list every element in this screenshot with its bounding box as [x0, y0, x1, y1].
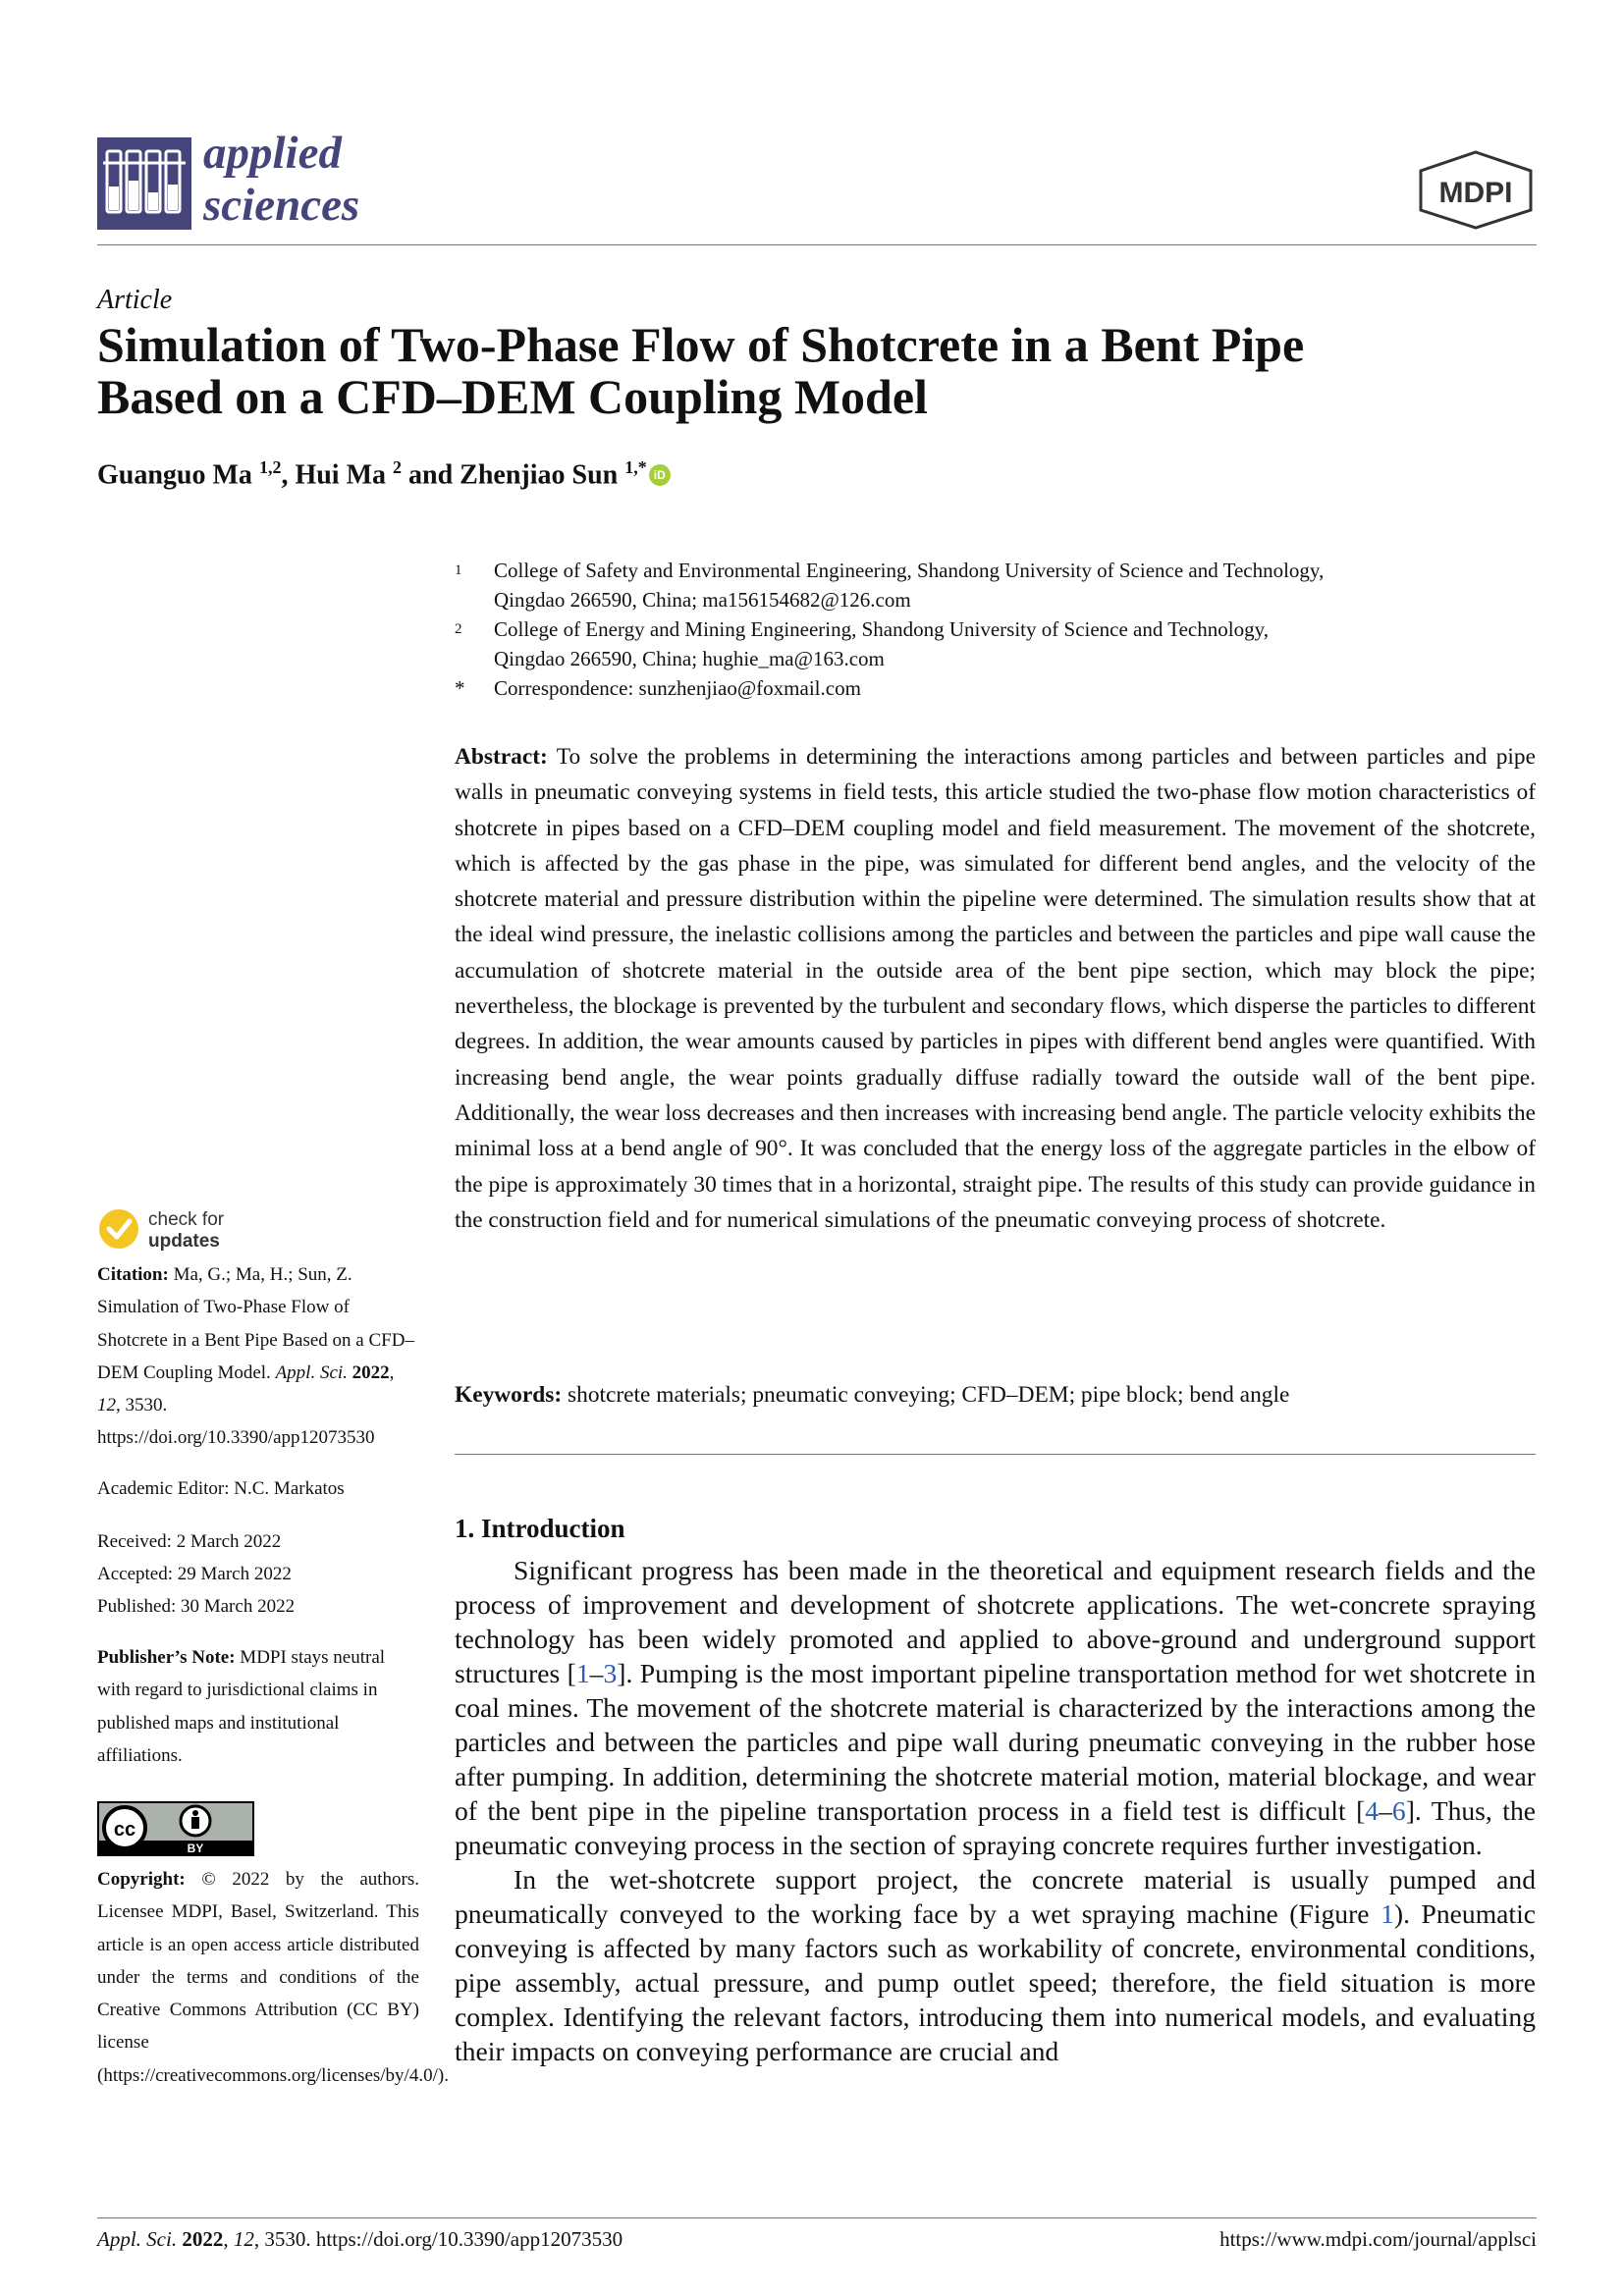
svg-text:check for: check for [148, 1209, 225, 1230]
svg-text:cc: cc [113, 1819, 136, 1841]
citation-link[interactable]: 1 [575, 1658, 590, 1688]
abstract-text: To solve the problems in determining the interactions among particles and between particles and pipe walls in pneumatic conveying systems in field tests, this article studied the two-phase flow motion characteristics of shotcrete in pipes based on a CFD–DEM coupling model and field measurement. The movement of the shotcrete, which is affected by the gas phase in the pipe, was simulated for different bend angles, and the velocity of the shotcrete material and pressure distribution within the pipeline were determined. The simulation results show that at the ideal wind pressure, the inelastic collisions among the particles and between the particles and pipe wall cause the accumulation of shotcrete material in the outside area of the bent pipe section, which may block the pipe; nevertheless, the blockage is prevented by the turbulent and secondary flows, which disperse the particles to different degrees. In addition, the wear amounts caused by particles in pipes with different bend angles were quantified. With increasing bend angle, the wear points gradually diffuse radially toward the outside wall of the bent pipe. Additionally, the wear loss decreases and then increases with increasing bend angle. The particle velocity exhibits the minimal loss at a bend angle of 90°. It was concluded that the energy loss of the aggregate particles in the elbow of the pipe is approximately 30 times that in a horizontal, straight pipe. The results of this study can provide guidance in the construction field and for numerical simulations of the pneumatic conveying process of shotcrete. [455, 744, 1536, 1233]
published-date: Published: 30 March 2022 [97, 1596, 296, 1617]
svg-text:updates: updates [148, 1231, 220, 1252]
keywords-label: Keywords: [455, 1382, 563, 1408]
affiliations [455, 556, 1535, 703]
mdpi-logo-icon [1415, 149, 1537, 230]
footer-divider [97, 2217, 1537, 2218]
correspondence: * Correspondence: sunzhenjiao@foxmail.com [455, 676, 861, 700]
figure-link[interactable]: 1 [1380, 1898, 1394, 1929]
publisher-note: Publisher’s Note: MDPI stays neutral with regard to jurisdictional claims in published maps and institutional affiliations. [97, 1647, 386, 1766]
copyright-notice: Copyright: © 2022 by the authors. Licensee MDPI, Basel, Switzerland. This article is an open access article distributed under the terms and conditions of the Creative Commons Attribution (CC BY) license (https://creativecommons.org/licenses/by/4.0/). [97, 1869, 449, 2086]
svg-text:BY: BY [187, 1842, 204, 1855]
affiliation-item: 1 College of Safety and Environmental Engineering, Shandong University of Science and Technology, Qingdao 266590, China; ma156154682@126.com [455, 559, 1325, 612]
abstract [455, 739, 1536, 1238]
section-title: 1. Introduction [455, 1514, 625, 1543]
journal-url-link[interactable]: https://www.mdpi.com/journal/applsci [1219, 2227, 1537, 2251]
author-affiliation-mark: 1,2 [258, 457, 282, 477]
svg-text:MDPI: MDPI [1438, 177, 1513, 209]
introduction-body [455, 1553, 1536, 2068]
doi-link[interactable]: , 3530. https://doi.org/10.3390/app12073530 [97, 1395, 375, 1449]
abstract-label: Abstract: [455, 744, 548, 770]
author-affiliation-mark: 1,* [624, 457, 647, 477]
academic-editor: Academic Editor: N.C. Markatos [97, 1478, 345, 1499]
check-for-updates-button[interactable] [97, 1201, 294, 1256]
author-name[interactable]: Hui Ma [295, 459, 386, 491]
doi-link[interactable]: , 3530. https://doi.org/10.3390/app12073530 [253, 2227, 623, 2251]
author-name[interactable]: Zhenjiao Sun [460, 459, 619, 491]
received-date: Received: 2 March 2022 [97, 1531, 282, 1552]
journal-logo-icon [97, 137, 191, 230]
orcid-icon[interactable]: iD [649, 464, 671, 486]
paragraph: Significant progress has been made in the theoretical and equipment research fields and the process of improvement and development of shotcrete applications. The wet-concrete spraying technology has been widely promoted and applied to above-ground and underground support structures [1–3]. Pumping is the most important pipeline transportation method for wet shotcrete in coal mines. The movement of the shotcrete material is characterized by the interactions among the particles and between the particles and pipe wall during pneumatic conveying in the rubber hose after pumping. In addition, determining the shotcrete material motion, material blockage, and wear of the bent pipe in the pipeline transportation process in a field test is difficult [4–6]. Thus, the pneumatic conveying process in the section of spraying concrete requires further investigation. [455, 1555, 1536, 1860]
author-affiliation-mark: 2 [393, 457, 402, 477]
author-name[interactable]: Guanguo Ma [97, 459, 252, 491]
accepted-date: Accepted: 29 March 2022 [97, 1564, 292, 1584]
paragraph: In the wet-shotcrete support project, the concrete material is usually pumped and pneumatically conveyed to the working face by a wet spraying machine (Figure 1). Pneumatic conveying is affected by many factors such as workability of concrete, environmental conditions, pipe assembly, actual pressure, and pump outlet speed; therefore, the field situation is more complex. Identifying the relevant factors, introducing them into numerical models, and evaluating their impacts on conveying performance are crucial and [455, 1864, 1536, 2066]
header-divider [97, 244, 1537, 245]
citation-link[interactable]: 4 [1365, 1795, 1380, 1826]
keywords-text: shotcrete materials; pneumatic conveying; CFD–DEM; pipe block; bend angle [568, 1382, 1290, 1408]
journal-name: applied sciences [203, 128, 360, 231]
citation-link[interactable]: 3 [603, 1658, 618, 1688]
citation-block: Citation: Ma, G.; Ma, H.; Sun, Z. Simulation of Two-Phase Flow of Shotcrete in a Bent Pipe Based on a CFD–DEM Coupling Model. Appl. Sci. 2022, 12, 3530. https://doi.org/10.3390/app12073530 [97, 1264, 414, 1449]
author-list: Guanguo Ma $^{1,2}$, Hui Ma $^2$ and Zhenjiao Sun $^{1,*}$ iD [97, 457, 671, 491]
article-type: Article [97, 285, 173, 315]
section-divider [455, 1454, 1536, 1455]
keywords [455, 1377, 1536, 1413]
affiliation-item: 2 College of Energy and Mining Engineering, Shandong University of Science and Technology, Qingdao 266590, China; hughie_ma@163.com [455, 617, 1269, 670]
cc-by-license-icon[interactable] [97, 1801, 254, 1856]
footer-citation: Appl. Sci. 2022, 12, 3530. https://doi.org/10.3390/app12073530 [97, 2227, 623, 2251]
citation-link[interactable]: 6 [1391, 1795, 1406, 1826]
article-title: Simulation of Two-Phase Flow of Shotcrete in a Bent Pipe Based on a CFD–DEM Coupling Model [97, 317, 1305, 424]
